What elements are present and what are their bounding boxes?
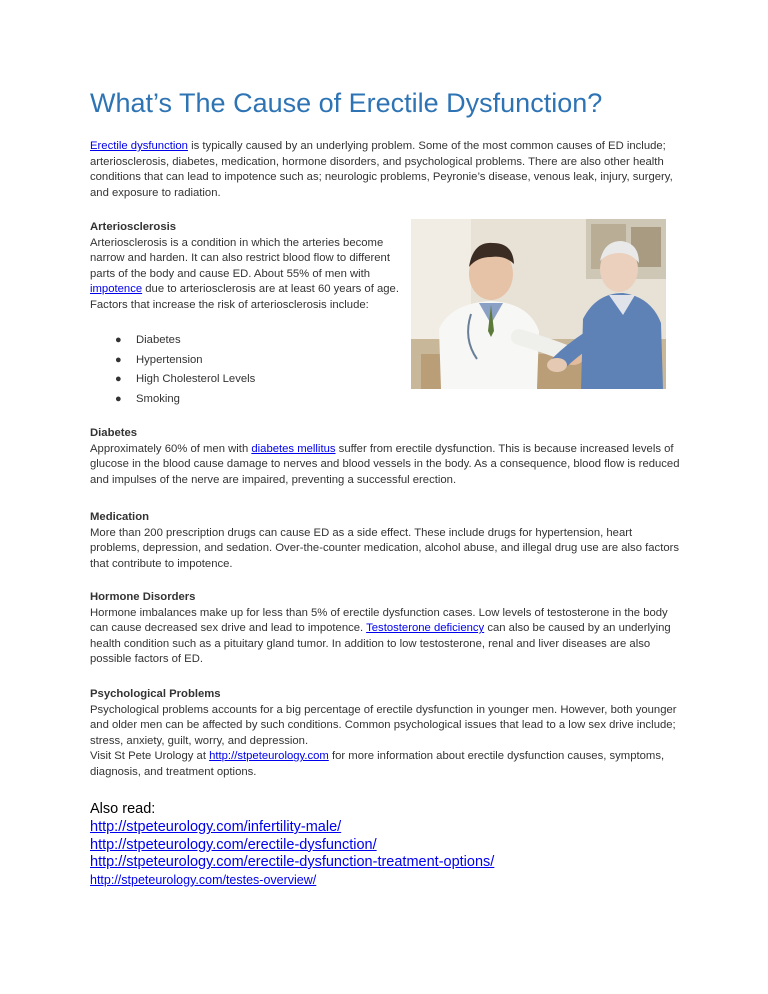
infertility-male-link[interactable]: http://stpeteurology.com/infertility-male/	[90, 819, 342, 835]
arteriosclerosis-text-before: Arteriosclerosis is a condition in which the arteries become narrow and harden. It can also restrict blood flow to different parts of the body and cause ED. About 55% of men with	[90, 236, 390, 280]
list-item: ● High Cholesterol Levels	[90, 370, 390, 390]
intro-text: is typically caused by an underlying problem. Some of the most common causes of ED include; arteriosclerosis, diabetes, medication, hormone disorders, and psychological problems. There are also other health conditions that can lead to impotence such as; neurologic problems, Peyronie’s disease, venous leak, injury, surgery, and exposure to radiation.	[90, 140, 673, 199]
diabetes-section	[90, 426, 680, 488]
psychological-heading: Psychological Problems	[90, 688, 221, 700]
doctor-patient-photo	[411, 219, 666, 389]
arteriosclerosis-text-after: due to arteriosclerosis are at least 60 years of age.	[142, 283, 399, 296]
treatment-options-link[interactable]: http://stpeteurology.com/erectile-dysfunction-treatment-options/	[90, 854, 495, 870]
bullet-icon: ●	[115, 392, 122, 405]
bullet-icon: ●	[115, 373, 122, 386]
also-read-section	[90, 800, 690, 888]
diabetes-paragraph: Approximately 60% of men with diabetes mellitus suffer from erectile dysfunction. This is because increased levels of glucose in the blood cause damage to nerves and blood vessels in the body. As a consequence, blood flow is reduced and impulses of the nerve are impaired, preventing a successful erection.	[90, 442, 680, 486]
arteriosclerosis-heading: Arteriosclerosis	[90, 221, 177, 233]
testes-overview-link[interactable]: http://stpeteurology.com/testes-overview/	[90, 872, 317, 887]
list-item: ● Hypertension	[90, 351, 390, 371]
medication-heading: Medication	[90, 511, 149, 523]
medication-section	[90, 510, 680, 572]
erectile-dysfunction-link[interactable]: Erectile dysfunction	[90, 140, 188, 152]
medication-paragraph: More than 200 prescription drugs can cause ED as a side effect. These include drugs for hypertension, heart problems, depression, and sedation. Over-the-counter medication, alcohol abuse, and illegal drug use are also factors that contribute to impotence.	[90, 526, 680, 570]
arteriosclerosis-section	[90, 220, 408, 314]
impotence-link[interactable]: impotence	[90, 283, 143, 296]
hormone-paragraph: Hormone imbalances make up for less than 5% of erectile dysfunction cases. Low levels of testosterone in the body can cause decreased sex drive and lead to impotence. Testosterone deficiency can also be caused by an underlying health condition such as a pituitary gland tumor. In addition to low testosterone, renal and liver diseases are also possible factors of ED.	[90, 606, 671, 666]
diabetes-mellitus-link[interactable]: diabetes mellitus	[251, 442, 336, 455]
psychological-section	[90, 687, 680, 781]
stpeteurology-link[interactable]: http://stpeteurology.com	[209, 750, 329, 763]
arteriosclerosis-paragraph	[90, 236, 408, 298]
list-item: ● Diabetes	[90, 331, 390, 351]
list-item: ● Smoking	[90, 390, 390, 410]
hormone-heading: Hormone Disorders	[90, 591, 196, 603]
hormone-section	[90, 590, 680, 668]
testosterone-deficiency-link[interactable]: Testosterone deficiency	[366, 622, 485, 635]
also-read-label: Also read:	[90, 801, 156, 817]
diabetes-heading: Diabetes	[90, 427, 138, 439]
bullet-icon: ●	[115, 334, 122, 346]
factors-intro: Factors that increase the risk of arteriosclerosis include:	[90, 298, 369, 311]
risk-factors-list	[90, 331, 390, 409]
visit-paragraph: Visit St Pete Urology at http://stpeteurology.com for more information about erectile dysfunction causes, symptoms, diagnosis, and treatment options.	[90, 750, 665, 778]
page-title: What’s The Cause of Erectile Dysfunction?	[90, 88, 603, 118]
bullet-icon: ●	[115, 353, 122, 366]
psychological-paragraph: Psychological problems accounts for a big percentage of erectile dysfunction in younger men. However, both younger and older men can be affected by such conditions. Common psychological issues that lead to a low sex drive include; stress, anxiety, guilt, worry, and depression.	[90, 703, 677, 747]
intro-paragraph	[90, 139, 680, 201]
erectile-dysfunction-page-link[interactable]: http://stpeteurology.com/erectile-dysfunction/	[90, 836, 377, 853]
